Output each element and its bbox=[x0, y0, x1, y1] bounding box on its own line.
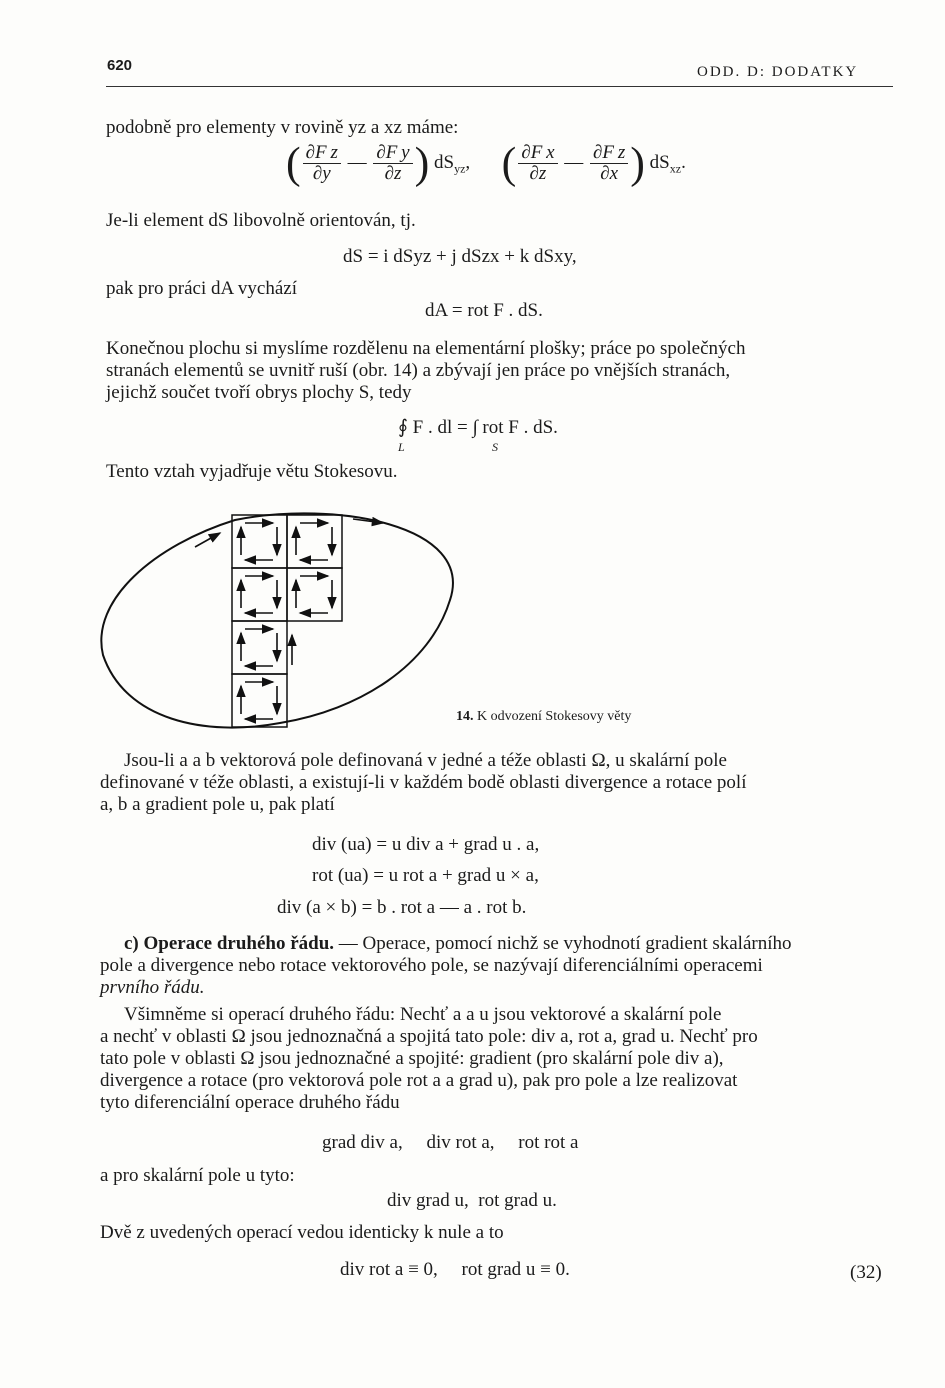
equation: div grad u, rot grad u. bbox=[387, 1190, 557, 1211]
paragraph-line: tyto diferenciální operace druhého řádu bbox=[100, 1092, 400, 1113]
equation: div (ua) = u div a + grad u . a, bbox=[312, 834, 540, 855]
text-line: podobně pro elementy v rovině yz a xz máme: bbox=[106, 117, 459, 138]
section-heading: c) Operace druhého řádu. bbox=[124, 933, 335, 954]
paragraph-line: jejichž součet tvoří obrys plochy S, tedy bbox=[106, 382, 412, 403]
paren: ) bbox=[630, 138, 645, 188]
paragraph-line: a, b a gradient pole u, pak platí bbox=[100, 794, 335, 815]
paragraph-line: stranách elementů se uvnitř ruší (obr. 14) a zbývají jen práce po vnějších stranách, bbox=[106, 360, 731, 381]
fraction: $\frac{\text{∂F y}}{\partial z}$ bbox=[373, 143, 412, 184]
integral-subscript: L bbox=[398, 440, 405, 454]
paragraph-line: definované v téže oblasti, a existují-li v každém bodě oblasti divergence a rotace polí bbox=[100, 772, 747, 793]
paragraph-line: Konečnou plochu si myslíme rozdělenu na elementární plošky; práce po společných bbox=[106, 338, 746, 359]
equation: dA = rot F . dS. bbox=[425, 300, 543, 321]
stokes-equation: ∮ F . dl = ∫ rot F . dS. bbox=[398, 417, 558, 438]
paren: ( bbox=[286, 138, 301, 188]
running-header: ODD. D: DODATKY bbox=[697, 64, 859, 80]
text-line: pak pro práci dA vychází bbox=[106, 278, 297, 299]
paragraph-line: Všimněme si operací druhého řádu: Nechť a a u jsou vektorové a skalární pole bbox=[124, 1004, 722, 1025]
text-line: Je-li element dS libovolně orientován, tj. bbox=[106, 210, 416, 231]
paragraph-line: tato pole v oblasti Ω jsou jednoznačné a spojité: gradient (pro skalární pole div a), bbox=[100, 1048, 724, 1069]
paragraph-line: prvního řádu. bbox=[100, 977, 205, 998]
page-number: 620 bbox=[107, 57, 133, 74]
stokes-figure bbox=[95, 505, 465, 735]
paren: ) bbox=[414, 138, 430, 188]
figure-number: 14. bbox=[456, 709, 474, 724]
equation: dS = i dSyz + j dSzx + k dSxy, bbox=[343, 246, 577, 267]
paragraph-line: divergence a rotace (pro vektorová pole rot a a grad u), pak pro pole a lze realizovat bbox=[100, 1070, 738, 1091]
equation: div (a × b) = b . rot a — a . rot b. bbox=[277, 897, 527, 918]
differential: dS bbox=[649, 151, 670, 173]
equation-number: (32) bbox=[850, 1262, 882, 1283]
differential: dS bbox=[434, 151, 455, 173]
equation: grad div a, div rot a, rot rot a bbox=[322, 1132, 579, 1153]
fraction: $\frac{\text{∂F x}}{\partial z}$ bbox=[518, 143, 557, 184]
figure-caption bbox=[456, 709, 631, 725]
paragraph-line: Jsou-li a a b vektorová pole definovaná v jedné a téže oblasti Ω, u skalární pole bbox=[124, 750, 727, 771]
paragraph-line: a nechť v oblasti Ω jsou jednoznačná a spojitá tato pole: div a, rot a, grad u. Nechť pro bbox=[100, 1026, 758, 1047]
text-line: Tento vztah vyjadřuje větu Stokesovu. bbox=[106, 461, 398, 482]
paren: ( bbox=[501, 138, 517, 188]
fraction: $\frac{\text{∂F z}}{\partial x}$ bbox=[590, 143, 628, 184]
figure-caption-text: K odvození Stokesovy věty bbox=[477, 709, 632, 724]
fraction: $\frac{\text{∂F z}}{\partial y}$ bbox=[303, 143, 341, 184]
equation: rot (ua) = u rot a + grad u × a, bbox=[312, 865, 539, 886]
grid-cells bbox=[232, 515, 342, 727]
header-rule bbox=[106, 86, 893, 87]
text-line: Dvě z uvedených operací vedou identicky k nule a to bbox=[100, 1222, 504, 1243]
equation-partials: ( $\frac{\text{∂F z}}{\partial y}$ — $\frac{\text{∂F y}}{\partial z}$ ) $dS_{yz}$, ( $\frac{\text{∂F x}}{\partial z}$ — $\frac{\text{∂F z}}{\partial x}$ ) $dS_{xz}$. bbox=[286, 138, 686, 188]
integral-subscript: S bbox=[492, 440, 498, 454]
paragraph-line: pole a divergence nebo rotace vektorového pole, se nazývají diferenciálními operacemi bbox=[100, 955, 763, 976]
circulation-arrows bbox=[195, 519, 383, 719]
paragraph-line: c) Operace druhého řádu. — Operace, pomocí nichž se vyhodnotí gradient skalárního bbox=[124, 933, 792, 954]
equation: div rot a ≡ 0, rot grad u ≡ 0. bbox=[340, 1259, 570, 1280]
text-line: a pro skalární pole u tyto: bbox=[100, 1165, 295, 1186]
